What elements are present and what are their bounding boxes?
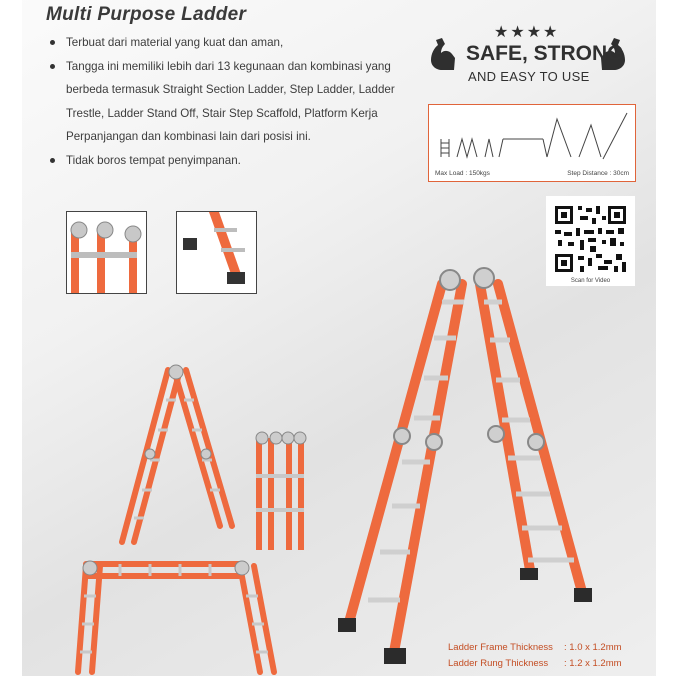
- hinge-detail-photo: [66, 211, 147, 294]
- spec-label: Ladder Frame Thickness: [448, 642, 553, 653]
- page-margin-left: [0, 0, 22, 676]
- badge-subline: AND EASY TO USE: [468, 69, 590, 84]
- page-title: Multi Purpose Ladder: [46, 4, 247, 25]
- large-a-frame-ladder-photo: [330, 262, 600, 676]
- feature-item: Terbuat dari material yang kuat dan aman,: [44, 31, 412, 55]
- a-frame-ladder-photo: [110, 360, 240, 550]
- page-margin-right: [656, 0, 676, 676]
- spec-value: : 1.0 x 1.2mm: [564, 642, 622, 653]
- feature-item: Tangga ini memiliki lebih dari 13 kegunaan dan kombinasi yang berbeda termasuk Straight Section Ladder, Step Ladder, Ladder Trestle, Ladder Stand Off, Stair Step Scaffold, Platform Kerja Perpanjangan dan kombinasi lain dari posisi ini.: [44, 55, 412, 149]
- safety-badge: [428, 22, 628, 88]
- step-distance-label: Step Distance : 30cm: [567, 170, 629, 177]
- scaffold-ladder-photo: [70, 552, 280, 676]
- spec-row: [448, 656, 622, 672]
- foot-detail-photo: [176, 211, 257, 294]
- configuration-diagram: [428, 104, 636, 182]
- qr-caption: Scan for Video: [570, 278, 611, 284]
- folded-ladder-photo: [252, 428, 308, 556]
- feature-list: [44, 31, 412, 172]
- spec-label: Ladder Rung Thickness: [448, 658, 549, 669]
- spec-row: [448, 640, 622, 656]
- feature-item: Tidak boros tempat penyimpanan.: [44, 149, 412, 173]
- spec-table: [448, 640, 622, 672]
- star-icon: ★★★★: [494, 24, 560, 41]
- badge-headline: SAFE, STRONG: [466, 42, 624, 65]
- ladder-configurations-illustration: [429, 105, 635, 165]
- max-load-label: Max Load : 150kgs: [435, 170, 490, 177]
- spec-value: : 1.2 x 1.2mm: [564, 658, 622, 669]
- flexed-arm-icon: [428, 36, 458, 72]
